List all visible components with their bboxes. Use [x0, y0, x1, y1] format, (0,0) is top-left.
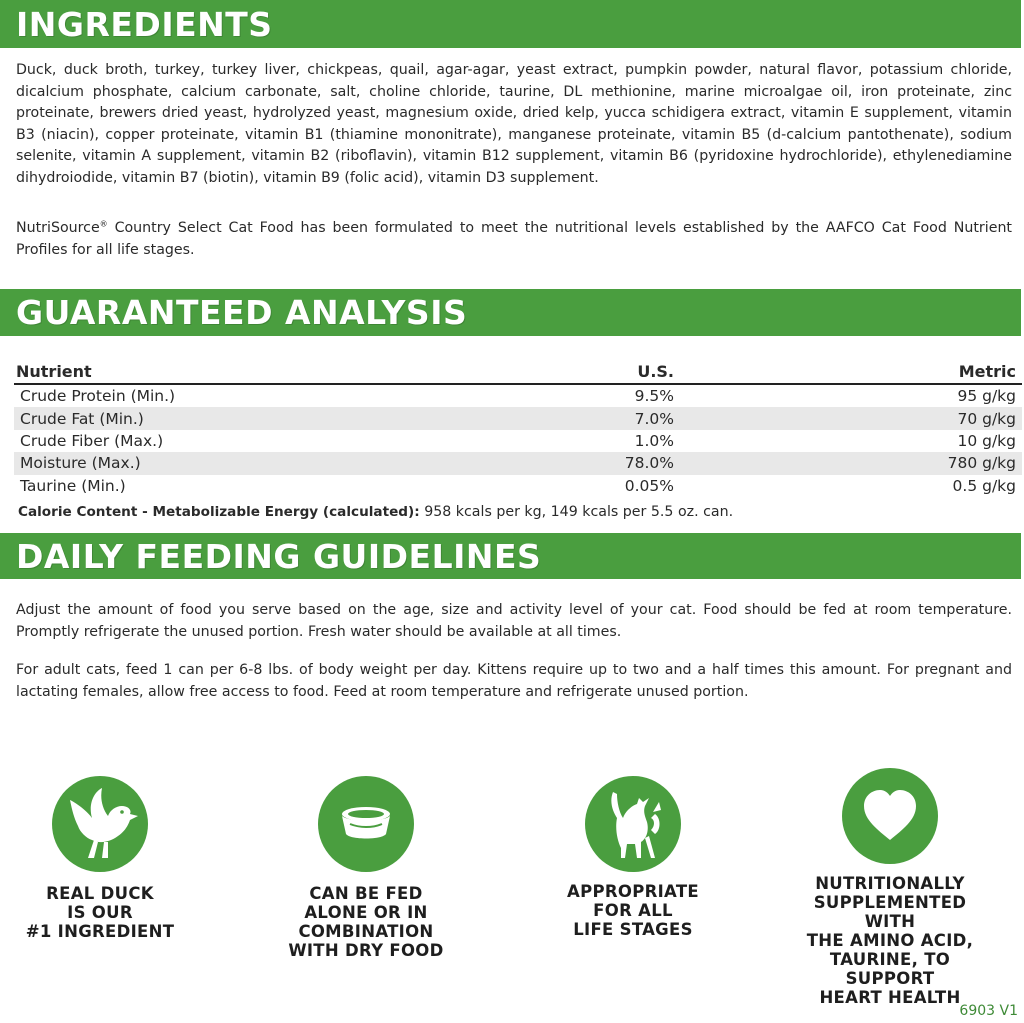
- heart-icon: [842, 768, 938, 864]
- feature-can-be-fed: [266, 776, 466, 960]
- feature-label: REAL DUCK IS OUR #1 INGREDIENT: [25, 884, 175, 941]
- metric-cell: 10 g/kg: [957, 431, 1016, 450]
- metric-cell: 0.5 g/kg: [952, 476, 1016, 495]
- duck-icon: [52, 776, 148, 872]
- nutrient-cell: Taurine (Min.): [20, 476, 126, 495]
- table-row: [14, 475, 1022, 497]
- table-row: [14, 452, 1022, 474]
- feeding-paragraph-1: Adjust the amount of food you serve based on the age, size and activity level of your cat. Food should be fed at room temperature. Promptly refrigerate the unused portion. Fresh water should be available at all times.: [16, 602, 1012, 640]
- feature-real-duck: [0, 776, 200, 941]
- calorie-label: Calorie Content - Metabolizable Energy (calculated):: [18, 504, 420, 520]
- nutrient-cell: Crude Fiber (Max.): [20, 431, 164, 450]
- us-cell: 7.0%: [498, 407, 680, 429]
- ingredients-heading: INGREDIENTS: [0, 0, 1021, 48]
- nutrient-cell: Moisture (Max.): [14, 452, 498, 474]
- table-row: [14, 430, 1022, 452]
- calorie-content: [18, 504, 733, 520]
- feature-label: CAN BE FED ALONE OR IN COMBINATION WITH DRY FOOD: [288, 884, 444, 960]
- us-cell: 1.0%: [634, 431, 674, 450]
- table-row: [14, 384, 1022, 407]
- product-code: 6903 V1: [959, 1003, 1018, 1019]
- aafco-text: Country Select Cat Food has been formulated to meet the nutritional levels established by the AAFCO Cat Food Nutrient Profiles for all life stages.: [16, 220, 1012, 258]
- feature-label: APPROPRIATE FOR ALL LIFE STAGES: [567, 882, 699, 939]
- table-header-row: [14, 360, 1022, 384]
- nutrient-cell: Crude Fat (Min.): [14, 407, 498, 429]
- brand-name: NutriSource: [16, 220, 100, 236]
- feature-taurine: [790, 768, 990, 1007]
- metric-cell: 70 g/kg: [680, 407, 1022, 429]
- metric-cell: 95 g/kg: [957, 387, 1016, 406]
- metric-cell: 780 g/kg: [680, 452, 1022, 474]
- bowl-icon: [318, 776, 414, 872]
- ingredients-list: Duck, duck broth, turkey, turkey liver, chickpeas, quail, agar-agar, yeast extract, pumpkin powder, natural flavor, potassium chloride, dicalcium phosphate, calcium carbonate, salt, choline chloride, taurine, DL methionine, marine microalgae oil, iron proteinate, zinc proteinate, brewers dried yeast, hydrolyzed yeast, magnesium oxide, dried kelp, yucca schidigera extract, vitamin E supplement, vitamin B3 (niacin), copper proteinate, vitamin B1 (thiamine mononitrate), manganese proteinate, vitamin B5 (d-calcium pantothenate), sodium selenite, vitamin A supplement, vitamin B2 (riboflavin), vitamin B12 supplement, vitamin B6 (pyridoxine hydrochloride), ethylenediamine dihydroiodide, vitamin B7 (biotin), vitamin B9 (folic acid), vitamin D3 supplement.: [16, 62, 1012, 186]
- feature-label: NUTRITIONALLY SUPPLEMENTED WITH THE AMINO ACID, TAURINE, TO SUPPORT HEART HEALTH: [806, 874, 974, 1007]
- nutrient-cell: Crude Protein (Min.): [20, 387, 176, 406]
- col-nutrient: Nutrient: [14, 360, 498, 384]
- us-cell: 78.0%: [498, 452, 680, 474]
- feeding-paragraph-2: For adult cats, feed 1 can per 6-8 lbs. of body weight per day. Kittens require up to two and a half times this amount. For pregnant and lactating females, allow free access to food. Feed at room temperature and refrigerate unused portion.: [16, 662, 1012, 700]
- cat-icon: [585, 776, 681, 872]
- aafco-statement: [16, 218, 1012, 261]
- us-cell: 0.05%: [624, 476, 674, 495]
- col-us: U.S.: [498, 360, 680, 384]
- col-metric: Metric: [680, 360, 1022, 384]
- us-cell: 9.5%: [634, 387, 674, 406]
- guaranteed-analysis-table: [14, 360, 1022, 497]
- analysis-heading: GUARANTEED ANALYSIS: [0, 289, 1021, 336]
- table-row: [14, 407, 1022, 429]
- registered-mark: ®: [99, 219, 108, 229]
- feeding-heading: DAILY FEEDING GUIDELINES: [0, 533, 1021, 579]
- calorie-value: 958 kcals per kg, 149 kcals per 5.5 oz. can.: [419, 504, 734, 520]
- feature-life-stages: [533, 776, 733, 939]
